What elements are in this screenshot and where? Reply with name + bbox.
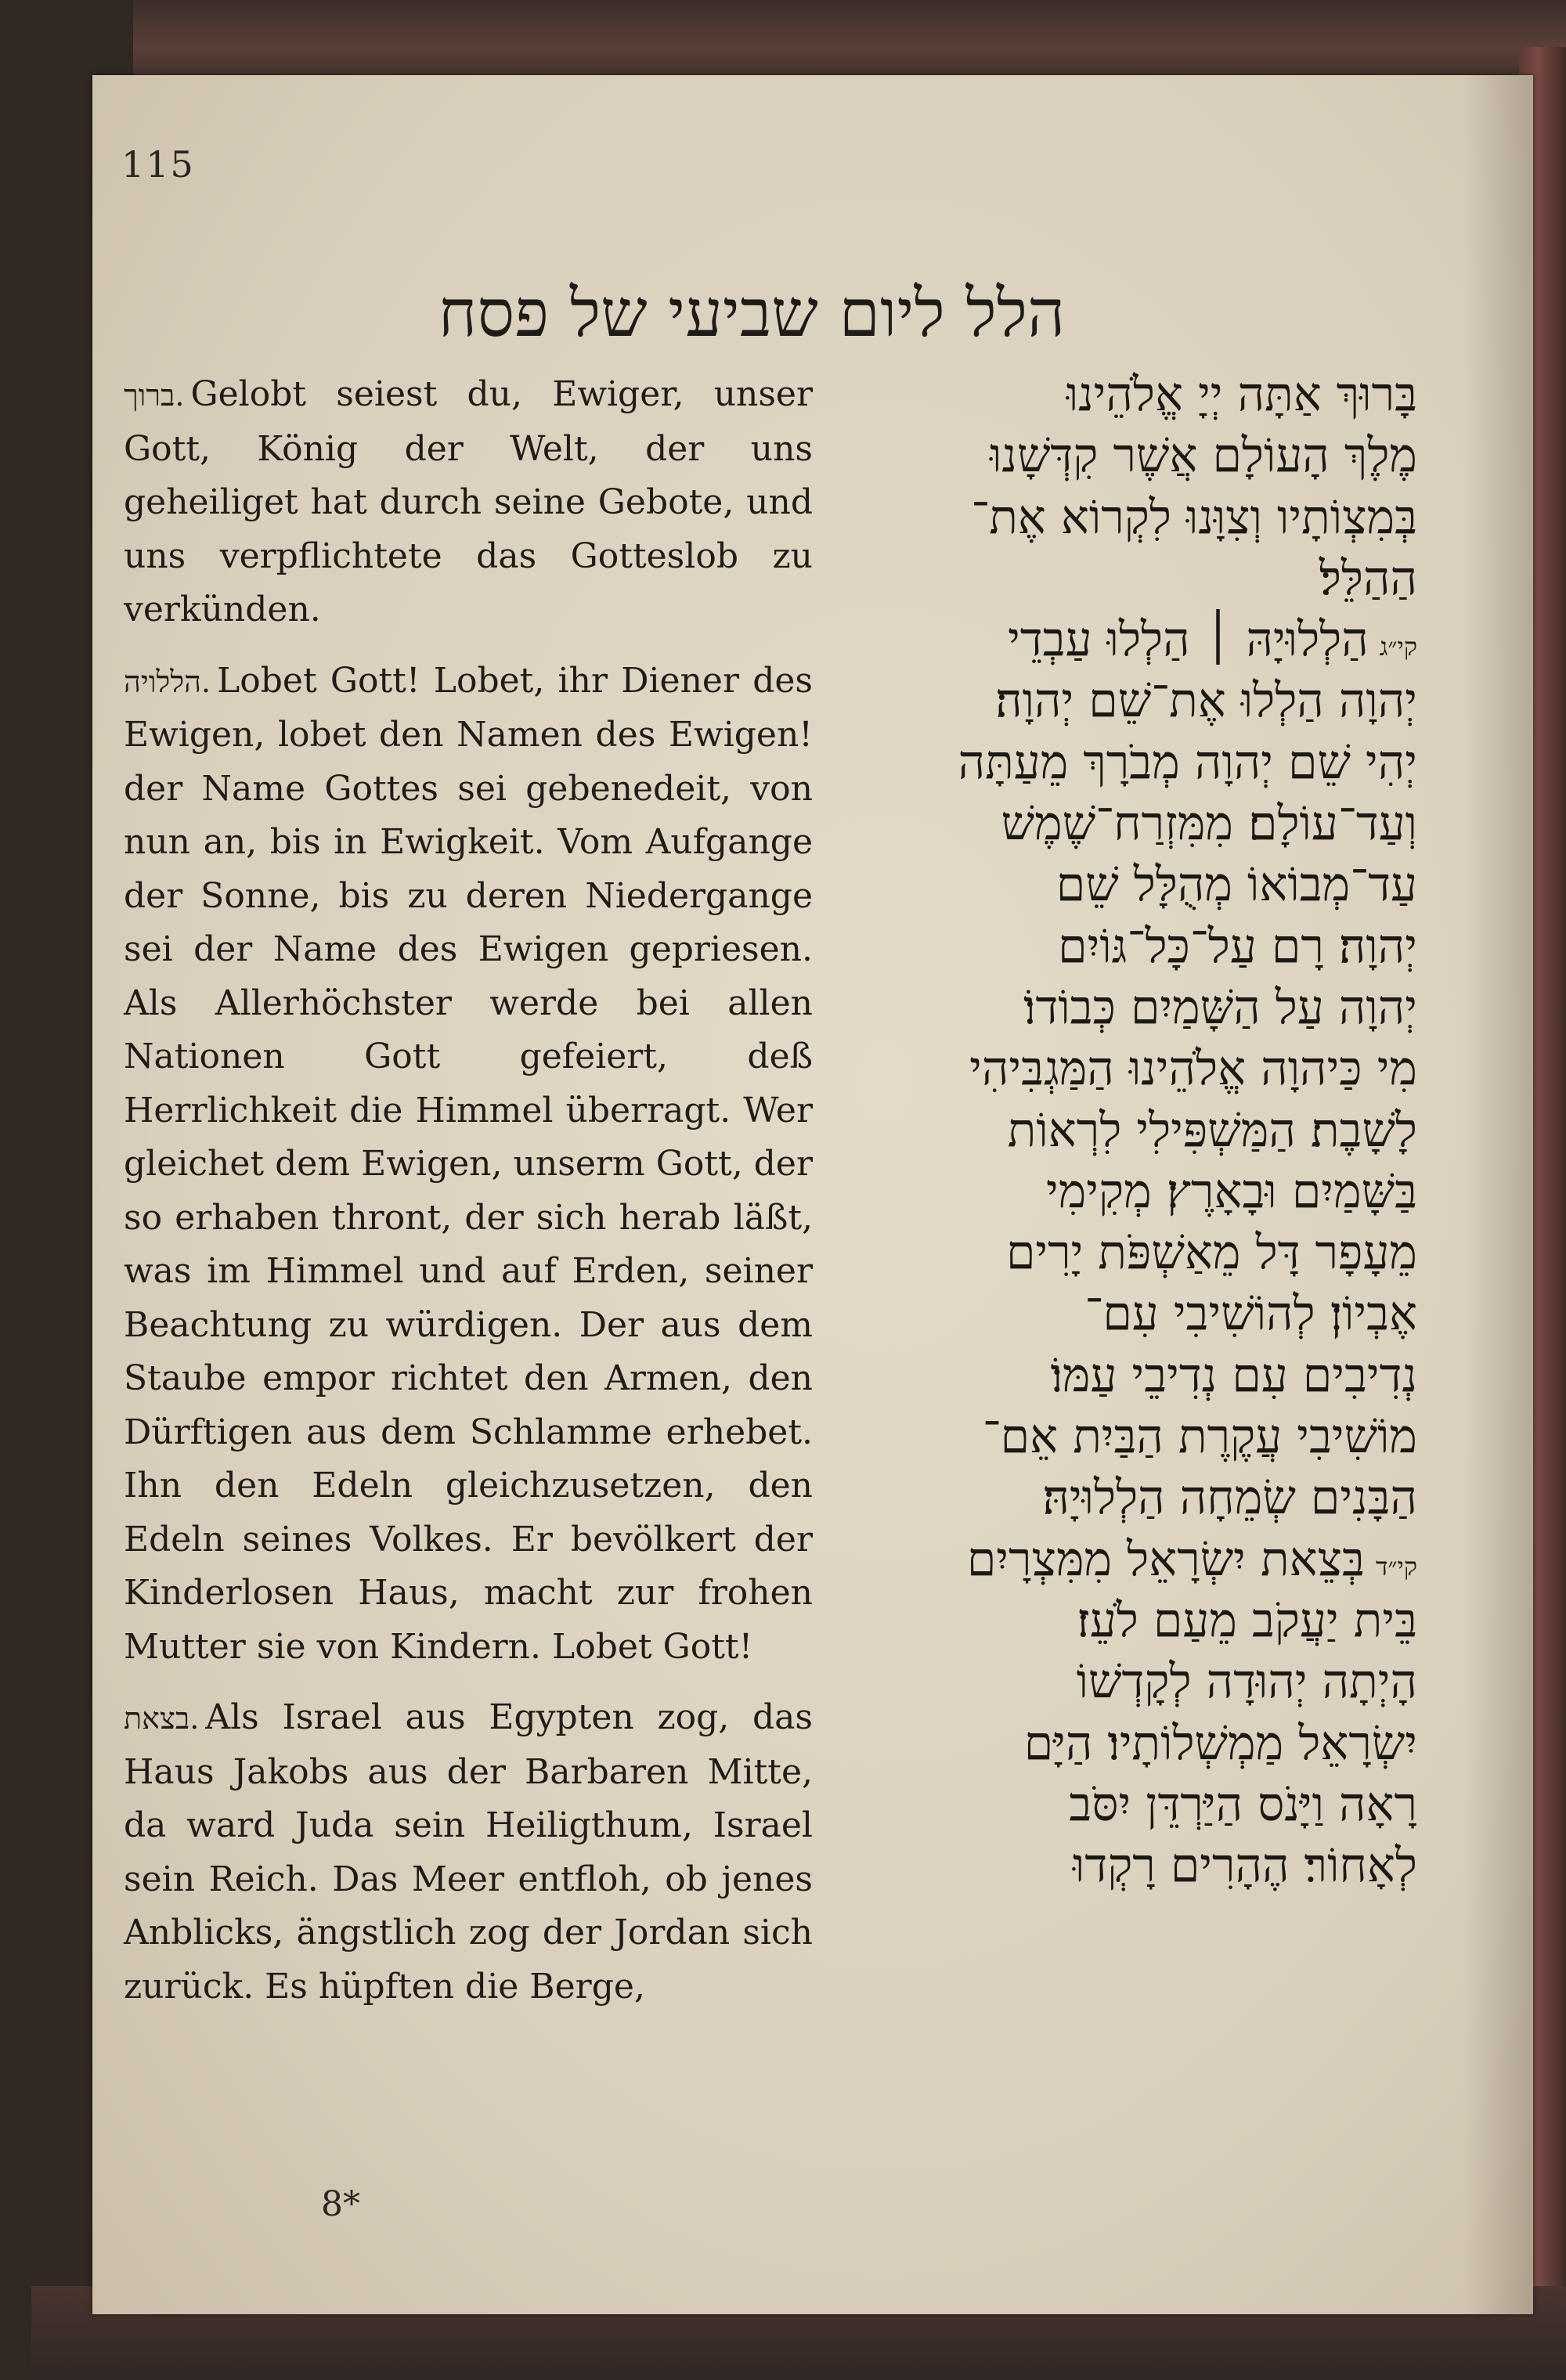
hebrew-line: יִשְׂרָאֵל מַמְשְׁלוֹתָיו׃ הַיָּם xyxy=(1023,1715,1417,1771)
hebrew-line xyxy=(838,609,1417,670)
german-paragraph-psalm-114 xyxy=(124,1691,813,2014)
hebrew-cue-word: ברוך. xyxy=(124,378,185,413)
german-paragraph-blessing xyxy=(124,368,813,637)
hebrew-line-text: בְּצֵאת יִשְׂרָאֵל מִמִּצְרָיִם xyxy=(966,1531,1365,1587)
hebrew-line: אֶבְיוֹן׃ לְהוֹשִׁיבִי עִם־ xyxy=(1084,1286,1417,1342)
hebrew-text-column xyxy=(838,364,1417,1896)
hebrew-line: לָשָׁבֶת׃ הַמַּשְׁפִּילִי לִרְאוֹת xyxy=(1007,1102,1417,1158)
hebrew-heading: הלל ליום שביעי של פסח xyxy=(438,275,1066,352)
hebrew-line: הָיְתָה יְהוּדָה לְקָדְשׁוֹ xyxy=(1076,1654,1417,1710)
hebrew-line: הַבָּנִים שְׂמֵחָה הַלְלוּיָהּ׃ xyxy=(1042,1470,1417,1526)
psalm-number-marker: קי״ג xyxy=(1379,632,1417,662)
hebrew-line-text: הַלְלוּיָהּ ׀ הַלְלוּ עַבְדֵי xyxy=(1008,612,1369,668)
hebrew-cue-word: הללויה. xyxy=(124,664,211,699)
german-paragraph-psalm-113 xyxy=(124,654,813,1675)
hebrew-line: בַּשָּׁמַיִם וּבָאָרֶץ׃ מְקִימִי xyxy=(1046,1163,1417,1219)
hebrew-line: מוֹשִׁיבִי עֲקֶרֶת הַבַּיִת אֵם־ xyxy=(982,1409,1417,1465)
hebrew-line: וְעַד־עוֹלָם׃ מִמִּזְרַח־שֶׁמֶשׁ xyxy=(1001,796,1417,852)
hebrew-cue-word: בצאת. xyxy=(124,1701,200,1736)
hebrew-line: מֶלֶךְ הָעוֹלָם אֲשֶׁר קִדְּשָׁנוּ xyxy=(990,428,1417,484)
hebrew-line: יְהִי שֵׁם יְהוָה מְבֹרָךְ מֵעַתָּה xyxy=(958,734,1417,790)
german-paragraph-text: Gelobt seiest du, Ewiger, unser Gott, König der Welt, der uns geheiliget hat durch seine Gebote, und uns verpflichtete das Gotteslob zu verkünden. xyxy=(124,374,813,629)
hebrew-line: נְדִיבִים עִם נְדִיבֵי עַמּוֹ׃ xyxy=(1050,1347,1417,1403)
hebrew-line: בֵּית יַעֲקֹב מֵעַם לֹעֵז׃ xyxy=(1077,1592,1417,1648)
hebrew-line: בְּמִצְוֹתָיו וְצִוָּנוּ לִקְרוֹא אֶת־ xyxy=(971,489,1417,545)
german-translation-column xyxy=(124,368,813,2031)
hebrew-line xyxy=(838,1529,1417,1590)
german-paragraph-text: Lobet Gott! Lobet, ihr Diener des Ewigen, lobet den Namen des Ewigen! der Name Gottes sei gebenedeit, von nun an, bis in Ewigkeit. Vom Aufgange der Sonne, bis zu deren Niedergange sei der Name des Ewigen gepriesen. Als Allerhöchster werde bei allen Nationen Gott gefeiert, deß Herrlichkeit die Himmel überragt. Wer gleichet dem Ewigen, unserm Gott, der so erhaben thront, der sich herab läßt, was im Himmel und auf Erden, seiner Beachtung zu würdigen. Der aus dem Staube empor richtet den Armen, den Dürftigen aus dem Schlamme erhebet. Ihn den Edeln gleichzusetzen, den Edeln seines Volkes. Er bevölkert der Kinderlosen Haus, macht zur frohen Mutter sie von Kindern. Lobet Gott! xyxy=(124,660,813,1667)
printer-signature-mark: 8* xyxy=(321,2184,360,2224)
hebrew-line: עַד־מְבוֹאוֹ מְהֻלָּל שֵׁם xyxy=(1055,857,1417,913)
hebrew-line: בָּרוּךְ אַתָּה יְיָ אֱלֹהֵינוּ xyxy=(1066,367,1417,422)
hebrew-line: מִי כַּיהוָה אֱלֹהֵינוּ הַמַּגְבִּיהִי xyxy=(969,1041,1417,1097)
page-number: 115 xyxy=(121,143,195,186)
psalm-number-marker: קי״ד xyxy=(1375,1551,1417,1581)
hebrew-line: רָאָה וַיָּנֹס הַיַּרְדֵּן יִסֹּב xyxy=(1069,1776,1417,1832)
hebrew-line: יְהוָה הַלְלוּ אֶת־שֵׁם יְהוָה׃ xyxy=(995,673,1417,729)
german-paragraph-text: Als Israel aus Egypten zog, das Haus Jakobs aus der Barbaren Mitte, da ward Juda sein Heiligthum, Israel sein Reich. Das Meer entfloh, ob jenes Anblicks, ängstlich zog der Jordan sich zurück. Es hüpften die Berge, xyxy=(124,1697,813,2007)
hebrew-line: לְאָחוֹר׃ הֶהָרִים רָקְדוּ xyxy=(1072,1838,1417,1894)
hebrew-line: יְהוָה עַל הַשָּׁמַיִם כְּבוֹדוֹ׃ xyxy=(1023,979,1417,1035)
book-cover-top-edge xyxy=(133,0,1566,86)
hebrew-line: הַהַלֵּל׃ xyxy=(1319,550,1417,606)
hebrew-line: יְהוָה׃ רָם עַל־כָּל־גּוֹיִם xyxy=(1058,918,1417,974)
page-gutter-shadow xyxy=(1463,75,1533,2314)
hebrew-line: מֵעָפָר דָּל מֵאַשְׁפֹּת יָרִים xyxy=(1005,1225,1417,1281)
